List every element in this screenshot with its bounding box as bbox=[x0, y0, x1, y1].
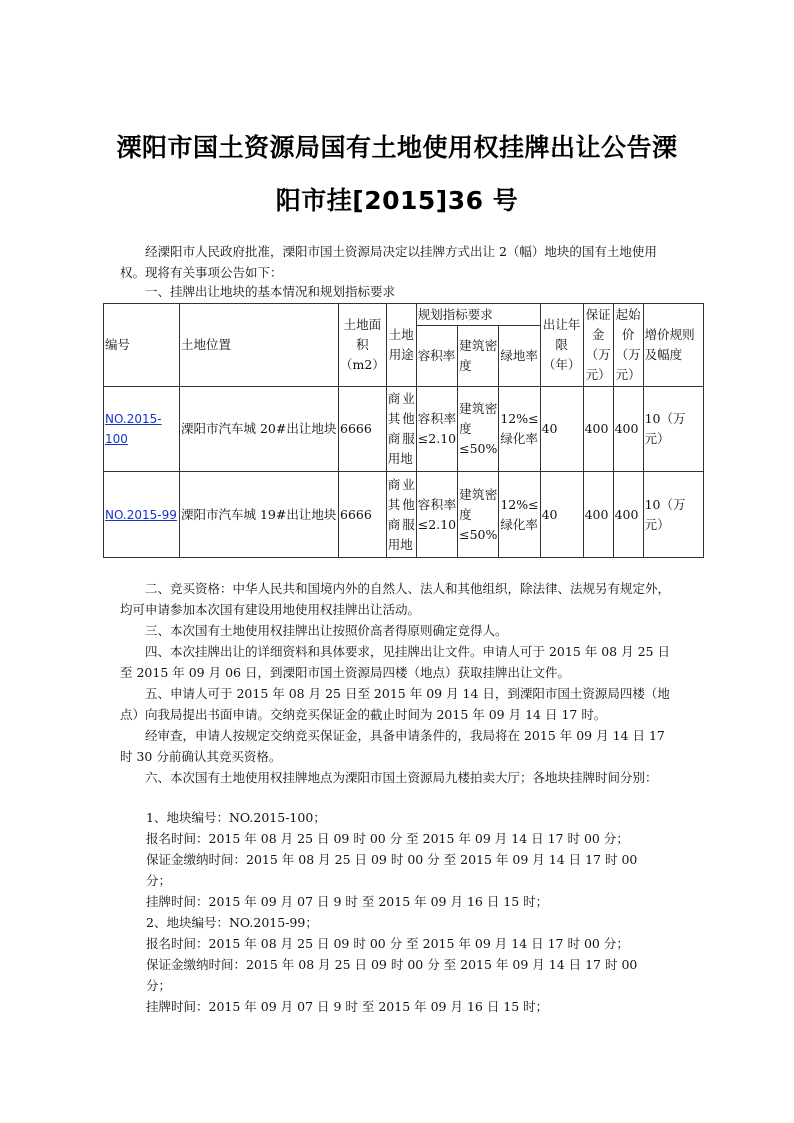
cell-area: 6666 bbox=[339, 472, 387, 558]
schedule-deposit-time: 保证金缴纳时间：2015 年 08 月 25 日 09 时 00 分 至 2015 年 09 月 14 日 17 时 00 bbox=[146, 852, 638, 867]
header-deposit: 保证金（万元） bbox=[583, 304, 613, 387]
header-start-price: 起始价（万元） bbox=[613, 304, 643, 387]
cell-density: 建筑密度≤50% bbox=[458, 472, 499, 558]
schedule-signup-time: 报名时间：2015 年 08 月 25 日 09 时 00 分 至 2015 年 09 月 14 日 17 时 00 分； bbox=[146, 831, 629, 846]
paragraph-listing-venue: 六、本次国有土地使用权挂牌地点为溧阳市国土资源局九楼拍卖大厅；各地块挂牌时间分别： bbox=[145, 770, 658, 785]
cell-term: 40 bbox=[540, 387, 583, 472]
header-planning: 规划指标要求 bbox=[416, 304, 540, 326]
header-use: 土地用途 bbox=[386, 304, 416, 387]
cell-increment: 10（万元） bbox=[643, 387, 703, 472]
parcel-code-link[interactable]: NO.2015-99 bbox=[105, 507, 177, 522]
cell-deposit: 400 bbox=[583, 472, 613, 558]
paragraph-documents: 四、本次挂牌出让的详细资料和具体要求，见挂牌出让文件。申请人可于 2015 年 08 月 25 日至 2015 年 09 月 06 日，到溧阳市国土资源局四楼（地点）获取挂牌出让文件。 bbox=[120, 644, 670, 680]
cell-location: 溧阳市汽车城 19#出让地块 bbox=[180, 472, 339, 558]
cell-start-price: 400 bbox=[613, 387, 643, 472]
schedule-listing-time: 挂牌时间：2015 年 09 月 07 日 9 时 至 2015 年 09 月 16 日 15 时； bbox=[146, 999, 549, 1014]
schedule-deposit-time-cont: 分； bbox=[146, 873, 172, 888]
parcel-code-link[interactable]: NO.2015-100 bbox=[105, 412, 162, 446]
parcel-table bbox=[103, 303, 704, 558]
cell-green: 12%≤绿化率 bbox=[499, 387, 540, 472]
cell-deposit: 400 bbox=[583, 387, 613, 472]
header-green: 绿地率 bbox=[499, 326, 540, 387]
cell-density: 建筑密度≤50% bbox=[458, 387, 499, 472]
paragraph-application: 五、申请人可于 2015 年 08 月 25 日至 2015 年 09 月 14 日，到溧阳市国土资源局四楼（地点）向我局提出书面申请。交纳竞买保证金的截止时间为 2015 年 09 月 14 日 17 时。 bbox=[120, 686, 670, 722]
schedule-deposit-time: 保证金缴纳时间：2015 年 08 月 25 日 09 时 00 分 至 2015 年 09 月 14 日 17 时 00 bbox=[146, 957, 638, 972]
document-title-line1: 溧阳市国土资源局国有土地使用权挂牌出让公告溧 bbox=[116, 133, 678, 162]
header-far: 容积率 bbox=[416, 326, 457, 387]
cell-increment: 10（万元） bbox=[643, 472, 703, 558]
header-area: 土地面积（m2） bbox=[339, 304, 387, 387]
section1-heading: 一、挂牌出让地块的基本情况和规划指标要求 bbox=[145, 284, 396, 299]
header-term: 出让年限（年） bbox=[540, 304, 583, 387]
cell-green: 12%≤绿化率 bbox=[499, 472, 540, 558]
schedule-deposit-time-cont: 分； bbox=[146, 978, 172, 993]
cell-area: 6666 bbox=[339, 387, 387, 472]
paragraph-principle: 三、本次国有土地使用权挂牌出让按照价高者得原则确定竞得人。 bbox=[145, 623, 508, 638]
schedule-heading: 2、地块编号：NO.2015-99； bbox=[146, 915, 318, 930]
cell-term: 40 bbox=[540, 472, 583, 558]
document-title-line2: 阳市挂[2015]36 号 bbox=[275, 186, 519, 215]
schedule-listing-time: 挂牌时间：2015 年 09 月 07 日 9 时 至 2015 年 09 月 16 日 15 时； bbox=[146, 894, 549, 909]
cell-location: 溧阳市汽车城 20#出让地块 bbox=[180, 387, 339, 472]
header-location: 土地位置 bbox=[180, 304, 339, 387]
cell-use: 商业其他商服用地 bbox=[386, 387, 416, 472]
cell-start-price: 400 bbox=[613, 472, 643, 558]
intro-paragraph: 经溧阳市人民政府批准，溧阳市国土资源局决定以挂牌方式出让 2（幅）地块的国有土地使用权。现将有关事项公告如下： bbox=[120, 244, 657, 280]
header-increment: 增价规则及幅度 bbox=[643, 304, 703, 387]
cell-use: 商业其他商服用地 bbox=[386, 472, 416, 558]
paragraph-qualification: 二、竞买资格：中华人民共和国境内外的自然人、法人和其他组织，除法律、法规另有规定外，均可申请参加本次国有建设用地使用权挂牌出让活动。 bbox=[120, 581, 671, 617]
header-density: 建筑密度 bbox=[458, 326, 499, 387]
paragraph-review: 经审查，申请人按规定交纳竞买保证金，具备申请条件的，我局将在 2015 年 09 月 14 日 17 时 30 分前确认其竞买资格。 bbox=[120, 728, 665, 764]
schedule-signup-time: 报名时间：2015 年 08 月 25 日 09 时 00 分 至 2015 年 09 月 14 日 17 时 00 分； bbox=[146, 936, 629, 951]
cell-far: 容积率≤2.10 bbox=[416, 472, 457, 558]
table-row bbox=[104, 472, 704, 558]
table-row bbox=[104, 387, 704, 472]
header-code: 编号 bbox=[104, 304, 180, 387]
schedule-heading: 1、地块编号：NO.2015-100； bbox=[146, 810, 326, 825]
cell-far: 容积率≤2.10 bbox=[416, 387, 457, 472]
